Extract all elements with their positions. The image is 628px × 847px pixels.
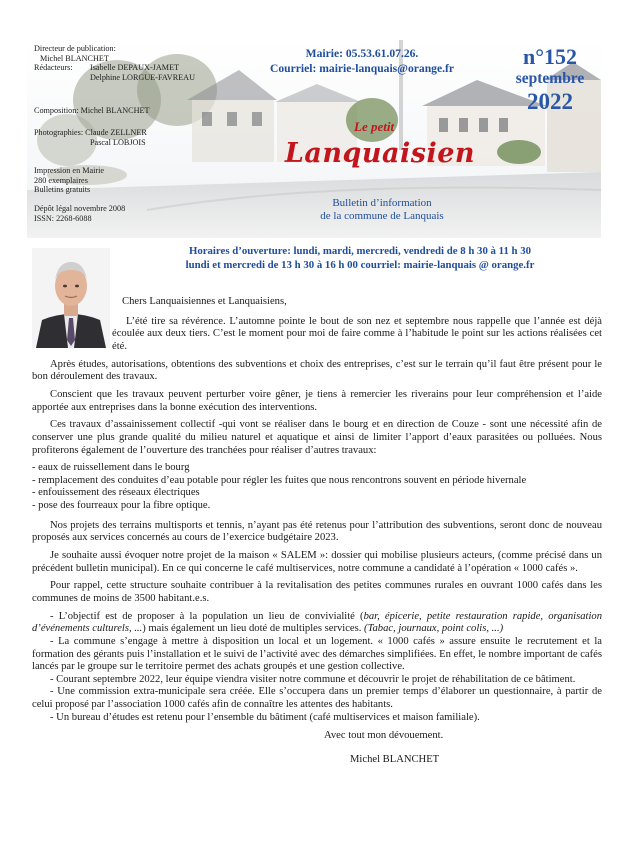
photo-credits [34, 128, 147, 147]
newsletter-subtitle [262, 197, 502, 223]
issue-number: n°152 [522, 44, 578, 69]
study-office-item: - Un bureau d’études est retenu pour l’ensemble du bâtiment (café multiservices et maison familiale). [50, 711, 480, 723]
photographers-label: Photographies: Claude ZELLNER [34, 128, 147, 137]
objective-text-c: ) mais également un lieu doté de multiples services. [142, 623, 365, 635]
hours-line-2: lundi et mercredi de 13 h 30 à 16 h 00 courriel: mairie-lanquais @ orange.fr [185, 259, 535, 271]
letter-paragraph-4: Ces travaux d’assainissement collectif -qui vont se réaliser dans le bourg et en direction de Couze - sont une nécessité afin de conserver une plus grande qualité du milieu naturel et aquatique et ainsi de limiter l’apport d’eaux parasitées ou polluées. Nous profiterons également de l’ouverture des tranchées pour réaliser d’autres travaux: [32, 419, 602, 456]
objective-item [32, 611, 602, 636]
list-item: - pose des fourreaux pour la fibre optique. [32, 500, 211, 512]
letter-closing: Avec tout mon dévouement. [324, 730, 444, 742]
publication-credits [34, 44, 195, 82]
editorial-letter [32, 296, 602, 766]
objective-text-b: bar, épicerie, petite restauration rapide, organisation d’événements culturels, ... [32, 610, 602, 635]
mairie-contact [248, 46, 476, 76]
printing-line-3: Bulletins gratuits [34, 185, 91, 195]
letter-greeting: Chers Lanquaisiennes et Lanquaisiens, [122, 296, 287, 307]
letter-paragraph-5: Nos projets des terrains multisports et tennis, n’ayant pas été retenus pour l’attribution des subventions, seront donc de nouveau proposés aux services concernés au cours de l’exercice budgétaire 2023. [32, 519, 602, 544]
legal-deposit: Dépôt légal novembre 2008 [34, 204, 126, 213]
legal-info [34, 204, 125, 223]
composition-credit: Composition: Michel BLANCHET [34, 106, 150, 115]
works-list [32, 462, 602, 512]
printing-line-1: Impression en Mairie [34, 166, 105, 175]
visit-item: - Courant septembre 2022, leur équipe viendra visiter notre commune et découvrir le projet de réhabilitation de ce bâtiment. [50, 673, 576, 685]
subtitle-line-1: Bulletin d’information [332, 197, 432, 209]
printing-line-2: 280 exemplaires [34, 175, 88, 185]
mairie-phone: Mairie: 05.53.61.07.26. [305, 47, 419, 60]
brand-small: Le petit [354, 119, 395, 134]
editors-label: Rédacteurs: [34, 63, 73, 73]
letter-paragraph-6: Je souhaite aussi évoquer notre projet de la maison « SALEM »: dossier qui mobilise plusieurs acteurs, (comme précisé dans un précédent bulletin municipal). En ce qui concerne le café multiservices, notre commune a candidaté à l’opération « 1000 cafés ». [32, 550, 602, 574]
photographer-2: Pascal LOBJOIS [90, 137, 146, 147]
hours-line-1: Horaires d’ouverture: lundi, mardi, mercredi, vendredi de 8 h 30 à 11 h 30 [188, 245, 532, 257]
objective-text-d: (Tabac, journaux, point colis, ...) [364, 623, 504, 635]
list-item: - eaux de ruissellement dans le bourg [32, 462, 190, 474]
commission-item: - Une commission extra-municipale sera créée. Elle s’occupera dans un premier temps d’élaborer un questionnaire, à partir de celui proposé par l’association 1000 cafés afin de connaître les attentes des habitants. [32, 686, 602, 710]
editor-2: Delphine LORGUE-FAVREAU [90, 72, 195, 82]
director-label: Directeur de publication: [34, 44, 116, 53]
objective-text-a: - L’objectif est de proposer à la population un lieu de convivialité ( [50, 610, 364, 622]
issn: ISSN: 2268-6088 [34, 213, 92, 223]
letter-paragraph-2: Après études, autorisations, obtentions des subventions et choix des entreprises, c’est sur le terrain qu’il faut être présent pour le bon déroulement des travaux. [32, 358, 602, 383]
editors-row [34, 63, 195, 73]
editor-1: Isabelle DEPAUX-JAMET [90, 63, 180, 73]
letter-signature: Michel BLANCHET [350, 753, 440, 765]
list-item: - remplacement des conduites d’eau potable pour régler les fuites que nous rencontrons souvent en période hivernale [32, 474, 527, 486]
issue-block [496, 44, 604, 116]
opening-hours [150, 244, 570, 272]
issue-month: septembre [515, 70, 585, 87]
letter-paragraph-1: L’été tire sa révérence. L’automne pointe le bout de son nez et septembre nous rappelle que l’année est déjà écoulée aux deux tiers. C’est le moment pour moi de faire comme à l’habitude le point sur les actions réalisées cet été. [112, 315, 602, 352]
list-item: - enfouissement des réseaux électriques [32, 487, 200, 499]
letter-paragraph-7: Pour rappel, cette structure souhaite contribuer à la revitalisation des petites communes rurales en ouvrant 1000 cafés dans les communes de moins de 3500 habitant.e.s. [32, 580, 602, 604]
mairie-email: Courriel: mairie-lanquais@orange.fr [269, 62, 455, 75]
printing-info [34, 166, 104, 195]
newsletter-title: Lanquaisien [284, 138, 476, 169]
commitment-item: - La commune s’engage à mettre à disposition un local et un logement. « 1000 cafés » assure ensuite le recrutement et la formation des gérants puis l’installation et le suivi de l’activité avec des démarches simplifiées. En effet, le nombre important de cafés lancés par le groupe sur le territoire permet des achats groupés et une gestion collective. [32, 635, 602, 673]
issue-year: 2022 [527, 89, 573, 114]
letter-paragraph-3: Conscient que les travaux peuvent perturber voire gêner, je tiens à remercier les riverains pour leur compréhension et l’aide apportée aux entreprises dans la bonne exécution des interventions. [32, 388, 602, 413]
director-name: Michel BLANCHET [40, 53, 109, 63]
subtitle-line-2: de la commune de Lanquais [320, 210, 444, 222]
